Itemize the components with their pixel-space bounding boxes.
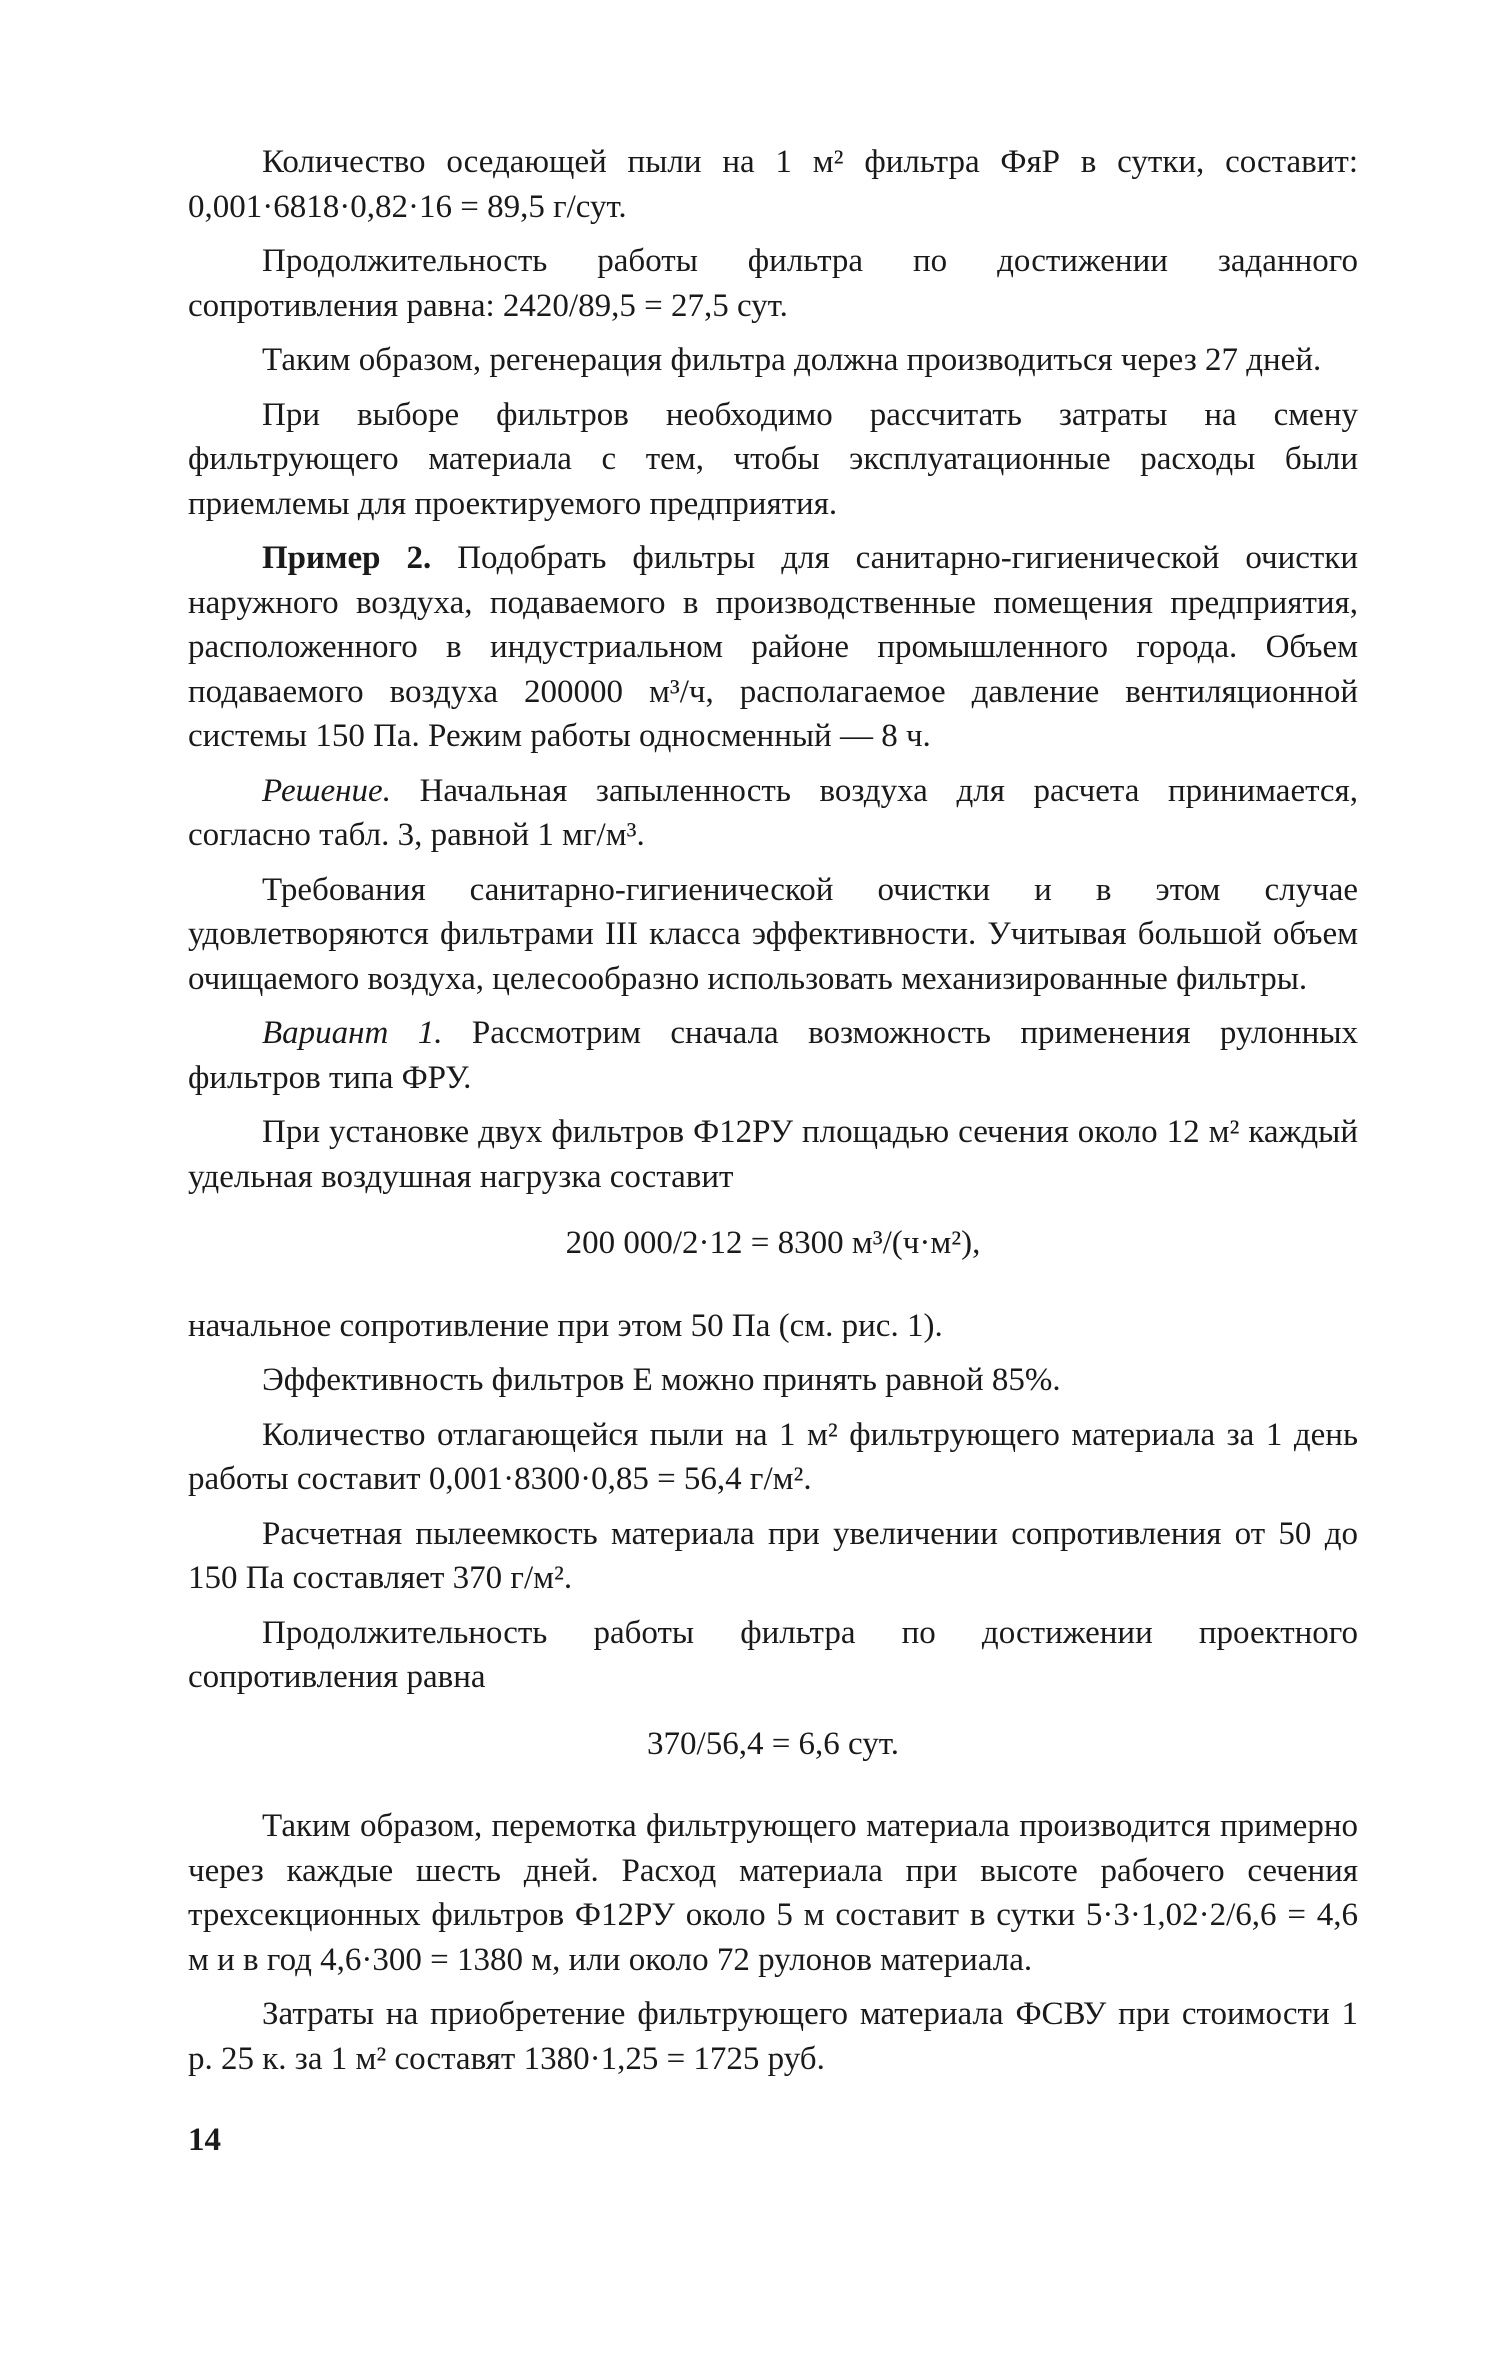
paragraph-efficiency: Эффективность фильтров E можно принять равной 85%.: [262, 1362, 1061, 1398]
solution-label: Решение.: [262, 772, 391, 809]
paragraph-work-duration: Продолжительность работы фильтра по достижении проектного сопротивления равна: [188, 1614, 1358, 1695]
paragraph-example-2: [188, 536, 1358, 759]
page-number: 14: [188, 2122, 221, 2158]
paragraph-filter-choice: При выборе фильтров необходимо рассчитать затраты на смену фильтрующего материала с тем, чтобы эксплуатационные расходы были приемлемы для проектируемого предприятия.: [188, 396, 1358, 522]
paragraph-costs: Затраты на приобретение фильтрующего материала ФСВУ при стоимости 1 р. 25 к. за 1 м² составят 1380·1,25 = 1725 руб.: [188, 1996, 1358, 2077]
paragraph-solution: [188, 769, 1358, 858]
paragraph-duration: Продолжительность работы фильтра по достижении заданного сопротивления равна: 2420/89,5 = 27,5 сут.: [188, 243, 1358, 324]
paragraph-installation: При установке двух фильтров Ф12РУ площадью сечения около 12 м² каждый удельная воздушная нагрузка составит: [188, 1114, 1358, 1195]
paragraph-regeneration: Таким образом, регенерация фильтра должна производиться через 27 дней.: [262, 342, 1322, 378]
example-label: Пример 2.: [262, 540, 432, 576]
formula-air-load: 200 000/2·12 = 8300 м³/(ч·м²),: [565, 1225, 981, 1261]
paragraph-variant-1: [188, 1011, 1358, 1100]
variant-label: Вариант 1.: [262, 1015, 443, 1051]
example-text: Подобрать фильтры для санитарно-гигиенической очистки наружного воздуха, подаваемого в производственные помещения предприятия, расположенного в индустриальном районе промышленного города. Объем подаваемого воздуха 200000 м³/ч, располагаемое давление вентиляционной системы 150 Па. Режим работы односменный — 8 ч.: [188, 540, 1358, 754]
solution-text: Начальная запыленность воздуха для расчета принимается, согласно табл. 3, равной 1 мг/м³.: [188, 772, 1358, 853]
paragraph-rewind: Таким образом, перемотка фильтрующего материала производится примерно через каждые шесть дней. Расход материала при высоте рабочего сечения трехсекционных фильтров Ф12РУ около 5 м составит в сутки 5·3·1,02·2/6,6 = 4,6 м и в год 4,6·300 = 1380 м, или около 72 рулонов материала.: [188, 1808, 1358, 1978]
variant-text: Рассмотрим сначала возможность применения рулонных фильтров типа ФРУ.: [188, 1015, 1358, 1096]
page-body: [188, 140, 1358, 2091]
paragraph-requirements: Требования санитарно-гигиенической очистки и в этом случае удовлетворяются фильтрами III класса эффективности. Учитывая большой объем очищаемого воздуха, целесообразно использовать механизированные фильтры.: [188, 871, 1358, 997]
formula-days: 370/56,4 = 6,6 сут.: [647, 1725, 899, 1762]
paragraph-initial-resistance: начальное сопротивление при этом 50 Па (см. рис. 1).: [188, 1307, 943, 1344]
paragraph-dust-settling: Количество оседающей пыли на 1 м² фильтра ФяР в сутки, составит: 0,001·6818·0,82·16 = 89,5 г/сут.: [188, 144, 1358, 225]
paragraph-dust-deposit: Количество отлагающейся пыли на 1 м² фильтрующего материала за 1 день работы составит 0,001·8300·0,85 = 56,4 г/м².: [188, 1416, 1358, 1497]
paragraph-dust-capacity: Расчетная пылеемкость материала при увеличении сопротивления от 50 до 150 Па составляет 370 г/м².: [188, 1515, 1358, 1596]
